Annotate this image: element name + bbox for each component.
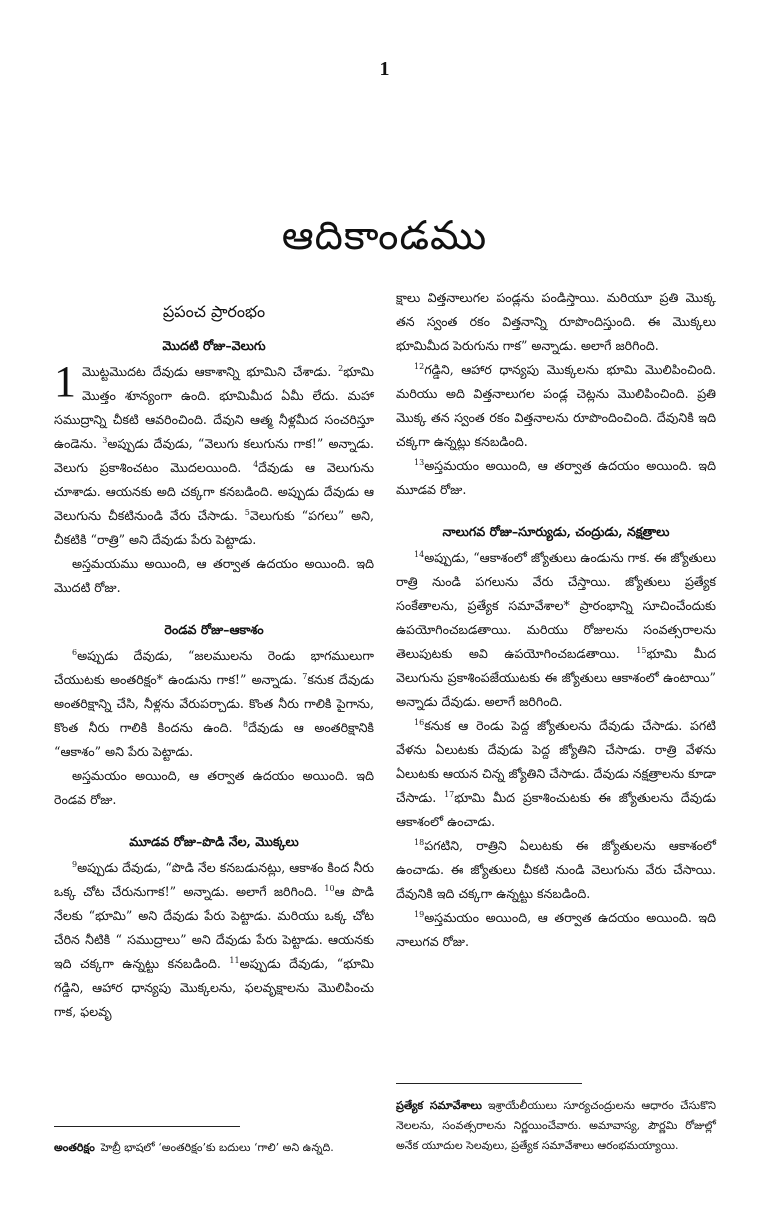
footnote-text: హెబ్రీ భాషలో ‘అంతరిక్షం’కు బదులు ‘గాలి’ అని ఉన్నది. bbox=[100, 1141, 334, 1154]
verse-num-2: 2 bbox=[338, 363, 344, 373]
footnote-term: ప్రత్యేక సమావేశాలు bbox=[396, 1099, 482, 1112]
verse-16: కనుక ఆ రెండు పెద్ద జ్యోతులను దేవుడు చేసాడు. పగటి వేళను ఏలుటకు దేవుడు పెద్ద జ్యోతిని చేసాడు. రాత్రి వేళను ఏలుటకు ఆయన చిన్న జ్యోతిని చేసాడు. దేవుడు నక్షత్రాలను కూడా చేసాడు. bbox=[396, 718, 716, 805]
footnote-rule-right bbox=[396, 1083, 582, 1084]
verse-num-9: 9 bbox=[72, 859, 78, 869]
verse-18: పగటిని, రాత్రిని ఏలుటకు ఈ జ్యోతులను ఆకాశంలో ఉంచాడు. ఈ జ్యోతులు చీకటి నుండి వెలుగును వేరు చేసాయి. దేవునికి ఇది చక్కగా ఉన్నట్టు కనబడింది. bbox=[396, 838, 716, 901]
verse-num-5: 5 bbox=[244, 507, 250, 517]
verse-num-13: 13 bbox=[414, 457, 425, 467]
verse-num-10: 10 bbox=[324, 883, 335, 893]
verse-1: మొట్టమొదట దేవుడు ఆకాశాన్ని భూమిని చేశాడు. bbox=[82, 364, 332, 379]
day4-heading: నాలుగవ రోజు–సూర్యుడు, చంద్రుడు, నక్షత్రాలు bbox=[442, 524, 670, 539]
verse-3: అప్పుడు దేవుడు, “వెలుగు కలుగును గాక!” అన్నాడు. వెలుగు ప్రకాశించటం మొదలయింది. bbox=[54, 436, 374, 475]
verse-num-14: 14 bbox=[414, 549, 425, 559]
verse-4: దేవుడు ఆ వెలుగును చూశాడు. ఆయనకు అది చక్కగా కనబడింది. అప్పుడు దేవుడు ఆ వెలుగును చీకటినుండి వేరు చేసాడు. bbox=[54, 460, 374, 523]
day4-paragraph-b bbox=[396, 714, 716, 834]
verse-19: అస్తమయం అయింది, ఆ తర్వాత ఉదయం అయింది. ఇది నాలుగవ రోజు. bbox=[396, 910, 716, 949]
verse-11-continued: క్షాలు విత్తనాలుగల పండ్లను పండిస్తాయి. మరియూ ప్రతి మొక్క తన స్వంత రకం విత్తనాన్ని రూపొందిస్తుంది. ఈ మొక్కలు భూమిమీద పెరుగును గాక” అన్నాడు. అలాగే జరిగింది. bbox=[396, 290, 716, 353]
page-number: 1 bbox=[379, 58, 390, 80]
verse-num-7: 7 bbox=[302, 671, 308, 681]
day1-closing: అస్తమయము అయింది, ఆ తర్వాత ఉదయం అయింది. ఇది మొదటి రోజు. bbox=[54, 556, 374, 595]
day3-paragraph bbox=[54, 856, 374, 1024]
footnote-left bbox=[54, 1138, 374, 1158]
verse-num-4: 4 bbox=[253, 459, 259, 469]
footnote-rule-left bbox=[54, 1126, 240, 1127]
verse-num-17: 17 bbox=[444, 789, 455, 799]
verse-12: గడ్డిని, ఆహార ధాన్యపు మొక్కలను భూమి మొలిపించింది. మరియు అది విత్తనాలుగల పండ్ల చెట్లను మొలిపించింది. ప్రతి మొక్క తన స్వంత రకం విత్తనాలను రూపొందించింది. దేవునికి ఇది చక్కగా ఉన్నట్లు కనబడింది. bbox=[396, 362, 716, 449]
verse-num-6: 6 bbox=[72, 647, 78, 657]
verse-13-paragraph bbox=[396, 454, 716, 502]
day2-closing: అస్తమయం అయింది, ఆ తర్వాత ఉదయం అయింది. ఇది రెండవ రోజు. bbox=[54, 768, 374, 807]
verse-14: అప్పుడు, “ఆకాశంలో జ్యోతులు ఉండును గాక. ఈ జ్యోతులు రాత్రి నుండి పగలును వేరు చేస్తాయి. జ్యోతులు ప్రత్యేక సంకేతాలను, ప్రత్యేక సమావేశాల* ప్రారంభాన్ని సూచించేందుకు ఉపయోగించబడతాయి. మరియు రోజులను సంవత్సరాలను తెలుపుటకు అవి ఉపయోగించబడతాయి. bbox=[396, 550, 716, 661]
verse-num-18: 18 bbox=[414, 837, 425, 847]
left-column bbox=[54, 286, 374, 1024]
verse-7: కనుక దేవుడు అంతరిక్షాన్ని చేసి, నీళ్లను వేరుపర్చాడు. కొంత నీరు గాలికి పైగాను, కొంత నీరు గాలికి కిందను ఉంది. bbox=[54, 672, 374, 735]
day2-heading: రెండవ రోజు–ఆకాశం bbox=[164, 622, 264, 637]
day1-heading: మొదటి రోజు–వెలుగు bbox=[162, 338, 266, 353]
day4-paragraph-c bbox=[396, 834, 716, 906]
verse-num-16: 16 bbox=[414, 717, 425, 727]
footnote-right bbox=[396, 1096, 716, 1156]
day4-paragraph-d bbox=[396, 906, 716, 954]
day3-heading: మూడవ రోజు–పొడి నేల, మొక్కలు bbox=[129, 834, 299, 849]
verse-8: దేవుడు ఆ అంతరిక్షానికి “ఆకాశం” అని పేరు పెట్టాడు. bbox=[54, 720, 374, 759]
verse-num-11: 11 bbox=[229, 955, 240, 965]
verse-2: భూమి మొత్తం శూన్యంగా ఉంది. భూమిమీద ఏమీ లేదు. మహా సముద్రాన్ని చీకటి ఆవరించింది. దేవుని ఆత్మ నీళ్లమీద సంచరిస్తూ ఉండెను. bbox=[54, 364, 374, 451]
verse-13: అస్తమయం అయింది, ఆ తర్వాత ఉదయం అయింది. ఇది మూడవ రోజు. bbox=[396, 458, 716, 497]
verse-10: ఆ పొడి నేలకు “భూమి” అని దేవుడు పేరు పెట్టాడు. మరియు ఒక్క చోట చేరిన నీటికి “ సముద్రాలు” అని దేవుడు పేరు పెట్టాడు. ఆయనకు ఇది చక్కగా ఉన్నట్టు కనబడింది. bbox=[54, 884, 374, 971]
footnote-term: అంతరిక్షం bbox=[54, 1141, 95, 1154]
book-title: ఆదికాండము bbox=[281, 212, 488, 259]
verse-5: వెలుగుకు “పగలు” అని, చీకటికి “రాత్రి” అని దేవుడు పేరు పెట్టాడు. bbox=[54, 508, 375, 547]
verse-num-12: 12 bbox=[414, 361, 425, 371]
verse-12-paragraph bbox=[396, 358, 716, 454]
verse-6: అప్పుడు దేవుడు, “జలములను రెండు భాగములుగా చేయుటకు అంతరిక్షం* ఉండును గాక!” అన్నాడు. bbox=[54, 648, 374, 687]
verse-num-8: 8 bbox=[243, 719, 249, 729]
verse-num-3: 3 bbox=[102, 435, 108, 445]
verse-17: భూమి మీద ప్రకాశించుటకు ఈ జ్యోతులను దేవుడు ఆకాశంలో ఉంచాడు. bbox=[396, 790, 716, 829]
day4-paragraph-a bbox=[396, 546, 716, 714]
verse-num-15: 15 bbox=[636, 645, 647, 655]
day2-paragraph bbox=[54, 644, 374, 764]
day1-paragraph bbox=[54, 357, 375, 552]
right-column bbox=[396, 286, 716, 954]
verse-9: అప్పుడు దేవుడు, “పొడి నేల కనబడునట్లు, ఆకాశం కింద నీరు ఒక్క చోట చేరునుగాక!” అన్నాడు. అలాగే జరిగింది. bbox=[54, 860, 374, 899]
verse-num-19: 19 bbox=[414, 909, 425, 919]
chapter-number: 1 bbox=[54, 357, 76, 406]
section-title: ప్రపంచ ప్రారంభం bbox=[162, 302, 266, 321]
verse-15: భూమి మీద వెలుగును ప్రకాశింపజేయుటకు ఈ జ్యోతులు ఆకాశంలో ఉంటాయి” అన్నాడు దేవుడు. అలాగే జరిగింది. bbox=[396, 646, 716, 709]
footnote-text: ఇశ్రాయేలీయులు సూర్యచంద్రులను ఆధారం చేసుకొని నెలలను, సంవత్సరాలను నిర్ణయించేవారు. అమావాస్య, పౌర్ణమి రోజుల్లో అనేక యూదుల సెలవులు, ప్రత్యేక సమావేశాలు ఆరంభమయ్యాయి. bbox=[396, 1099, 717, 1152]
verse-11: అప్పుడు దేవుడు, “భూమి గడ్డిని, ఆహార ధాన్యపు మొక్కలను, ఫలవృక్షాలను మొలిపించు గాక, ఫలవృ bbox=[54, 956, 374, 1019]
